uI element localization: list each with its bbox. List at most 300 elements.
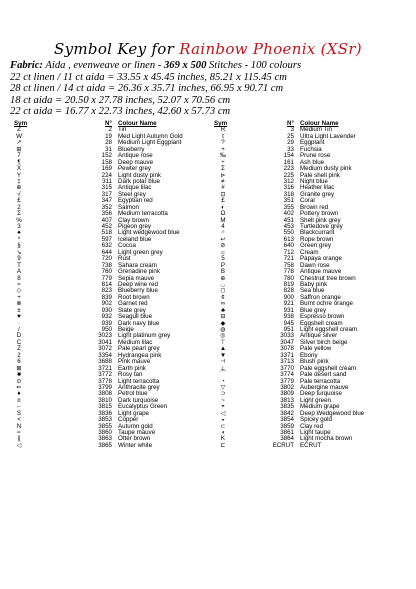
symbol: ▽ xyxy=(220,383,226,391)
colour-name: Rust xyxy=(118,255,131,263)
colour-number: 597 xyxy=(101,235,112,243)
table-row xyxy=(10,443,410,449)
symbol: ▲ xyxy=(219,345,227,353)
header-num: N° xyxy=(105,120,112,127)
colour-number: 3072 xyxy=(98,345,112,353)
colour-name: Silver birch beige xyxy=(300,338,348,346)
colour-name: Espresso brown xyxy=(300,313,345,321)
colour-number: 950 xyxy=(101,326,112,333)
symbol: ⊙ xyxy=(16,377,22,385)
colour-number: 3813 xyxy=(280,396,294,404)
colour-name: Light wedgewood blue xyxy=(118,229,180,237)
symbol: ⊤ xyxy=(220,338,226,346)
colour-name: Light dusty pink xyxy=(118,171,161,179)
symbol: ‰ xyxy=(219,152,227,160)
symbol: ⊣ xyxy=(220,358,226,366)
colour-number: 158 xyxy=(101,158,112,166)
colour-name: Tin xyxy=(118,126,127,134)
colour-name: Egyptian red xyxy=(118,197,153,205)
symbol: ◇ xyxy=(16,287,22,295)
symbol: 6 xyxy=(17,358,21,366)
colour-name: Fuchsia xyxy=(300,145,322,153)
colour-name: Slate grey xyxy=(118,306,146,314)
fabric-label: Fabric: xyxy=(10,60,43,71)
symbol: A xyxy=(16,268,22,276)
colour-name: Medium grape xyxy=(300,403,340,411)
symbol: ⊗ xyxy=(16,300,22,308)
colour-name: Eggshell cream xyxy=(300,319,343,327)
colour-number: 720 xyxy=(101,255,112,263)
symbol: ♠ xyxy=(17,229,21,237)
colour-name: Papaya orange xyxy=(300,255,342,263)
symbol: ¶ xyxy=(17,158,21,166)
colour-number: 311 xyxy=(102,177,112,185)
symbol: ⊏ xyxy=(220,441,226,449)
colour-number: 932 xyxy=(101,313,112,321)
colour-name: Pale desert sand xyxy=(300,371,347,379)
colour-number: 3799 xyxy=(98,383,112,391)
symbol: ◍ xyxy=(220,326,226,333)
symbol: 8 xyxy=(17,274,21,282)
colour-name: Autumn gold xyxy=(118,422,153,430)
symbol: 5 xyxy=(221,255,225,263)
colour-name: Cream xyxy=(300,248,319,256)
colour-number: 632 xyxy=(101,242,112,250)
colour-number: 317 xyxy=(101,190,112,198)
colour-name: Dark navy blue xyxy=(118,319,160,327)
colour-number: 814 xyxy=(101,280,112,288)
colour-name: Deep wine red xyxy=(118,280,158,288)
colour-number: 19 xyxy=(105,132,112,140)
colour-number: 3041 xyxy=(98,338,112,346)
colour-name: Heather lilac xyxy=(300,184,335,192)
colour-number: 355 xyxy=(283,203,294,211)
symbol: ← xyxy=(15,403,23,411)
colour-number: 778 xyxy=(283,268,294,276)
colour-number: 823 xyxy=(101,287,112,295)
colour-number: 3835 xyxy=(280,403,294,411)
colour-number: 29 xyxy=(287,139,294,147)
colour-number: 352 xyxy=(101,203,112,211)
colour-number: 921 xyxy=(283,300,294,308)
symbol: N xyxy=(16,422,22,430)
symbol: £ xyxy=(17,197,21,205)
header-num: N° xyxy=(287,120,294,127)
colour-number: 828 xyxy=(283,287,294,295)
colour-number: 3864 xyxy=(280,435,294,443)
colour-number: 351 xyxy=(283,197,294,205)
colour-number: 738 xyxy=(101,261,112,269)
colour-name: Earth pink xyxy=(118,364,146,372)
symbol: 3 xyxy=(17,223,21,230)
colour-number: 356 xyxy=(101,210,112,218)
symbol: ‡ xyxy=(17,177,21,185)
colour-name: Pale eggshell cream xyxy=(300,364,357,372)
symbol: ⇐ xyxy=(16,383,22,391)
colour-name: Shell pink grey xyxy=(300,216,341,224)
colour-number: 3860 xyxy=(98,429,112,436)
symbol: ■ xyxy=(17,371,21,379)
colour-number: 3815 xyxy=(98,403,112,411)
symbol: % xyxy=(16,216,22,224)
symbol: 7 xyxy=(17,152,21,160)
colour-number: 452 xyxy=(101,223,112,230)
colour-name: Deep turquoise xyxy=(300,390,342,398)
colour-number: 3810 xyxy=(98,396,112,404)
symbol: ◆ xyxy=(220,319,226,327)
colour-name: Blueberry blue xyxy=(118,287,158,295)
symbol: ⊞ xyxy=(16,145,22,153)
symbol: ▼ xyxy=(219,351,227,359)
colour-name: Ebony xyxy=(300,351,318,359)
colour-name: Grenadine pink xyxy=(118,268,160,276)
colour-number: 33 xyxy=(287,145,294,153)
colour-name: Blackcurrant xyxy=(300,229,335,237)
colour-name: Night blue xyxy=(300,177,328,185)
symbol: ◓ xyxy=(221,403,225,411)
symbol: K xyxy=(220,435,226,443)
symbol: ⊕ xyxy=(220,274,226,282)
header-colour-name: Colour Name xyxy=(300,120,339,127)
symbol: ◖ xyxy=(221,429,225,436)
colour-name: Antique lilac xyxy=(118,184,152,192)
symbol: ÷ xyxy=(221,158,225,166)
colour-name: Dawn rose xyxy=(300,261,330,269)
symbol: ↘ xyxy=(16,248,22,256)
symbol: ¤ xyxy=(17,396,21,404)
colour-name: Antique mauve xyxy=(300,268,342,276)
symbol: ◡ xyxy=(220,280,226,288)
colour-number: 161 xyxy=(283,158,294,166)
colour-name: Deep Wedgewood blue xyxy=(300,409,365,417)
colour-name: Dark polar blue xyxy=(118,177,160,185)
colour-name: Turtledove grey xyxy=(300,223,343,230)
colour-name: Antique silver xyxy=(300,332,338,340)
colour-number: 3772 xyxy=(98,371,112,379)
symbol: ◔ xyxy=(221,377,225,385)
colour-number: 939 xyxy=(101,319,112,327)
colour-number: 902 xyxy=(101,300,112,308)
colour-name: Aubergine mauve xyxy=(300,383,349,391)
colour-number: 169 xyxy=(101,165,112,173)
fabric-info xyxy=(10,60,410,118)
colour-name: Light green grey xyxy=(118,248,163,256)
colour-number: 3371 xyxy=(280,351,294,359)
colour-name: Cocoa xyxy=(118,242,136,250)
colour-number: 152 xyxy=(101,152,112,160)
symbol: ◁ xyxy=(220,409,226,417)
symbol: √ xyxy=(17,190,21,198)
colour-name: Deep mauve xyxy=(118,158,154,166)
symbol: ¢ xyxy=(221,293,225,301)
symbol: Ω xyxy=(220,210,226,218)
symbol: ↩ xyxy=(220,235,226,243)
colour-number: 644 xyxy=(101,248,112,256)
colour-name: Pigeon grey xyxy=(118,223,152,230)
colour-number: 316 xyxy=(283,184,294,192)
symbol: ◁ xyxy=(16,441,22,449)
colour-name: Taupe mauve xyxy=(118,429,156,436)
symbol: 2 xyxy=(17,203,21,211)
colour-name: Copper xyxy=(118,416,139,424)
symbol: ⊘ xyxy=(220,242,226,250)
colour-name: Seagull blue xyxy=(118,313,153,321)
colour-number: 312 xyxy=(283,177,294,185)
colour-name: Spicey gold xyxy=(300,416,332,424)
colour-name: Medium dusty pink xyxy=(300,165,352,173)
colour-number: 951 xyxy=(283,326,294,333)
colour-number: 3855 xyxy=(98,422,112,430)
symbol: ≈ xyxy=(17,280,21,288)
colour-number: 3047 xyxy=(280,338,294,346)
colour-name: Blue grey xyxy=(300,306,327,314)
colour-number: 3770 xyxy=(280,364,294,372)
symbol: · xyxy=(17,319,21,327)
colour-number: 223 xyxy=(283,165,294,173)
colour-number: 3774 xyxy=(280,371,294,379)
colour-number: 3842 xyxy=(280,409,294,417)
colour-name: Sahara cream xyxy=(118,261,157,269)
colour-name: Pale yellow xyxy=(300,345,332,353)
colour-number: 3078 xyxy=(280,345,294,353)
colour-number: 613 xyxy=(283,235,294,243)
colour-name: Ash blue xyxy=(300,158,325,166)
symbol: ♂ xyxy=(220,229,226,237)
colour-name: Pale shell pink xyxy=(300,171,340,179)
colour-number: 3809 xyxy=(280,390,294,398)
colour-name: Petrol blue xyxy=(118,390,148,398)
size-line: 28 ct linen / 14 ct aida = 26.36 x 35.71 inches, 66.95 x 90.71 cm xyxy=(10,83,284,95)
symbol: ≠ xyxy=(221,177,225,185)
symbol: Σ xyxy=(17,210,21,218)
symbol: ⊂ xyxy=(220,422,226,430)
colour-number: 31 xyxy=(105,145,112,153)
colour-number: 779 xyxy=(101,274,112,282)
colour-name: Light grape xyxy=(118,409,149,417)
colour-number: 931 xyxy=(283,306,294,314)
colour-number: 3688 xyxy=(98,358,112,366)
colour-name: Granite grey xyxy=(300,190,335,198)
colour-name: Medium Light Eggplant xyxy=(118,139,182,147)
symbol: Σ xyxy=(221,165,225,173)
symbol: § xyxy=(17,242,21,250)
colour-number: 640 xyxy=(283,242,294,250)
colour-number: 930 xyxy=(101,306,112,314)
symbol: D xyxy=(16,332,22,340)
symbol: M xyxy=(220,216,226,224)
colour-name: Garnet red xyxy=(118,300,148,308)
colour-name: Chestnut tree brown xyxy=(300,274,356,282)
symbol: 4 xyxy=(221,223,225,230)
colour-name: Light green xyxy=(300,396,331,404)
symbol: ⊳ xyxy=(220,171,226,179)
symbol: ± xyxy=(17,306,21,314)
colour-number: 760 xyxy=(101,268,112,276)
colour-name: Sea blue xyxy=(300,287,325,295)
colour-number: 780 xyxy=(283,274,294,282)
colour-name: Root brown xyxy=(118,293,150,301)
header-sym: Sym xyxy=(14,120,28,127)
symbol: ◐ xyxy=(221,203,225,211)
symbol: P xyxy=(220,261,226,269)
colour-name: Coral xyxy=(300,197,315,205)
symbol: £ xyxy=(221,197,225,205)
colour-name: Iceland blue xyxy=(118,235,152,243)
colour-number: 3861 xyxy=(280,429,294,436)
colour-number: 347 xyxy=(101,197,112,205)
colour-number: 224 xyxy=(101,171,112,179)
symbol: T xyxy=(17,261,21,269)
symbol: ⊠ xyxy=(16,364,22,372)
symbol: S xyxy=(16,409,22,417)
symbol: ∞ xyxy=(220,300,226,308)
symbol: Z xyxy=(17,345,21,353)
colour-number: 3778 xyxy=(98,377,112,385)
colour-number: 3033 xyxy=(280,332,294,340)
colour-number: 518 xyxy=(101,229,112,237)
colour-number: 3853 xyxy=(98,416,112,424)
colour-number: 3836 xyxy=(98,409,112,417)
colour-number: 3808 xyxy=(98,390,112,398)
symbol: ♥ xyxy=(17,313,21,321)
symbol: ◒ xyxy=(221,416,225,424)
colour-name: Dark turquoise xyxy=(118,396,159,404)
symbol: ◎ xyxy=(220,332,226,340)
colour-number: 2 xyxy=(108,126,112,134)
colour-number: 3354 xyxy=(98,351,112,359)
page-title xyxy=(0,40,416,58)
symbol: ⌒ xyxy=(219,371,227,379)
symbol: ⊟ xyxy=(220,313,226,321)
header-sym: Sym xyxy=(214,120,228,127)
symbol: ∥ xyxy=(17,435,21,443)
symbol: ◻ xyxy=(220,287,226,295)
colour-name: Eggplant xyxy=(300,139,325,147)
colour-name: Hydrangea pink xyxy=(118,351,162,359)
colour-name: Light taupe xyxy=(300,429,331,436)
colour-number: 3023 xyxy=(98,332,112,340)
symbol: 2 xyxy=(17,351,21,359)
colour-number: 938 xyxy=(283,313,294,321)
colour-name: Med Light Autumn Gold xyxy=(118,132,183,140)
colour-name: Prune rose xyxy=(300,152,331,160)
symbol: Y xyxy=(16,171,22,179)
colour-name: Clay red xyxy=(300,422,324,430)
colour-name: Pottery brown xyxy=(300,210,339,218)
colour-name: Light mocha brown xyxy=(300,435,353,443)
colour-number: 154 xyxy=(283,152,294,160)
symbol: ≈ xyxy=(17,429,21,436)
symbol: ⊥ xyxy=(220,364,226,372)
symbol: < xyxy=(17,416,21,424)
symbol: ♣ xyxy=(220,306,226,314)
colour-number: ECRUT xyxy=(272,441,294,449)
colour-name: Medium lilac xyxy=(118,338,153,346)
colour-name: Light platinum grey xyxy=(118,332,171,340)
symbol: ♦ xyxy=(17,390,21,398)
colour-name: Clay brown xyxy=(118,216,149,224)
symbol: W xyxy=(16,132,22,140)
colour-name: Pink mauve xyxy=(118,358,151,366)
colour-name: Antique rose xyxy=(118,152,153,160)
colour-number: 712 xyxy=(283,248,294,256)
colour-name: Rope brown xyxy=(300,235,334,243)
fabric-line xyxy=(10,60,410,72)
colour-number: 3 xyxy=(290,126,294,134)
symbol: + xyxy=(17,293,21,301)
symbol: R xyxy=(220,126,226,134)
symbol: ⊃ xyxy=(220,390,226,398)
colour-number: 3779 xyxy=(280,377,294,385)
symbol: Z xyxy=(17,126,21,134)
colour-name: Blueberry xyxy=(118,145,145,153)
colour-name: Ultra Light Lavender xyxy=(300,132,356,140)
colour-number: 28 xyxy=(105,139,112,147)
symbol: t xyxy=(222,132,224,140)
colour-name: Medium terracotta xyxy=(118,210,168,218)
symbol: + xyxy=(221,145,225,153)
colour-number: 819 xyxy=(283,280,294,288)
colour-number: 25 xyxy=(287,132,294,140)
colour-name: Blush pink xyxy=(300,358,329,366)
colour-number: 402 xyxy=(283,210,294,218)
colour-number: 3854 xyxy=(280,416,294,424)
colour-name: Saffron orange xyxy=(300,293,341,301)
colour-number: 407 xyxy=(101,216,112,224)
colour-number: 318 xyxy=(283,190,294,198)
colour-name: Pale pearl grey xyxy=(118,345,160,353)
colour-name: Baby pink xyxy=(300,280,328,288)
colour-name: Beige xyxy=(118,326,134,333)
symbol: * xyxy=(17,235,21,243)
colour-name: Winter white xyxy=(118,441,153,449)
symbol: X xyxy=(16,165,22,173)
colour-name: Pewter grey xyxy=(118,165,152,173)
colour-name: Light eggshell cream xyxy=(300,326,358,333)
colour-number: 315 xyxy=(101,184,112,192)
colour-number: 3859 xyxy=(280,422,294,430)
symbol: ⊡ xyxy=(220,190,226,198)
colour-name: ECRUT xyxy=(300,441,322,449)
symbol: 9 xyxy=(17,255,21,263)
colour-number: 225 xyxy=(283,171,294,179)
colour-name: Medium Tin xyxy=(300,126,332,134)
symbol: # xyxy=(221,184,225,192)
colour-number: 3713 xyxy=(280,358,294,366)
colour-name: Sepia mauve xyxy=(118,274,155,282)
stitch-count: 369 x 500 xyxy=(163,60,207,71)
colour-name: Rosy tan xyxy=(118,371,143,379)
colour-name: Green grey xyxy=(300,242,331,250)
stitches-text: Stitches - 100 colours xyxy=(206,60,302,71)
colour-name: Otter brown xyxy=(118,435,151,443)
size-line: 22 ct linen / 11 ct aida = 33.55 x 45.45 inches, 85.21 x 115.45 cm xyxy=(10,71,287,83)
colour-name: Light terracotta xyxy=(118,377,160,385)
colour-number: 945 xyxy=(283,319,294,327)
fabric-text: Aida , evenweave or linen - xyxy=(42,60,164,71)
symbol: ↗ xyxy=(16,139,22,147)
symbol: B xyxy=(220,268,226,276)
symbol: C xyxy=(16,338,22,346)
colour-name: Eucalyptus Green xyxy=(118,403,168,411)
size-line: 22 ct aida = 16.77 x 22.73 inches, 42.60 x 57.73 cm xyxy=(10,106,231,118)
symbol: ☼ xyxy=(220,248,226,256)
title-accent: Rainbow Phoenix (XSr) xyxy=(179,40,362,58)
colour-number: 3721 xyxy=(98,364,112,372)
symbol: ? xyxy=(221,139,225,147)
colour-name: Salmon xyxy=(118,203,139,211)
size-line: 18 ct aida = 20.50 x 27.78 inches, 52.07 x 70.56 cm xyxy=(10,94,231,106)
